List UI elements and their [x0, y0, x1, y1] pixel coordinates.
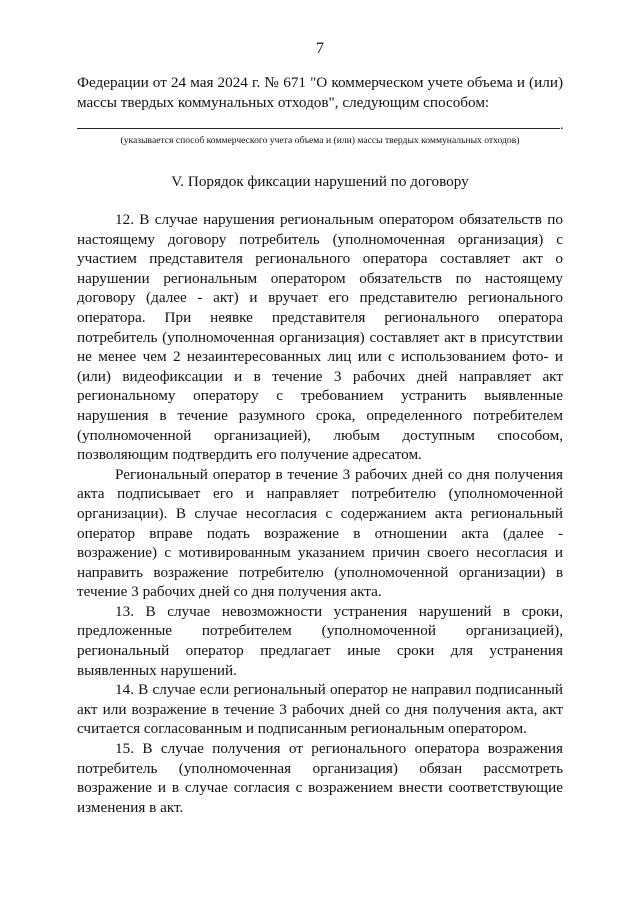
section-heading: V. Порядок фиксации нарушений по договору	[171, 173, 469, 190]
paragraph-13: 13. В случае невозможности устранения нарушений в сроки, предложенные потребителем (уполномоченной организацией), региональный оператор предлагает иные сроки для устранения выявленных нарушений.	[77, 602, 563, 679]
paragraph-14: 14. В случае если региональный оператор не направил подписанный акт или возражение в течение 3 рабочих дней со дня получения акта, акт считается согласованным и подписанным региональным оператором.	[77, 681, 563, 738]
fill-in-line-end: .	[560, 118, 564, 133]
fill-in-line	[77, 128, 560, 129]
intro-paragraph: Федерации от 24 мая 2024 г. № 671 "О коммерческом учете объема и (или) массы твердых коммунальных отходов", следующим способом:	[77, 74, 563, 111]
paragraph-12: 12. В случае нарушения региональным оператором обязательств по настоящему договору потребитель (уполномоченная организация) с участием представителя регионального оператора составляет акт о нарушении региональным оператором обязательств по настоящему договору (далее - акт) и вручает его представителю регионального оператора. При неявке представителя регионального оператора потребитель (уполномоченная организация) составляет акт в присутствии не менее чем 2 незаинтересованных лиц или с использованием фото- и (или) видеофиксации и в течение 3 рабочих дней направляет акт региональному оператору с требованием устранить выявленные нарушения в течение разумного срока, определенного потребителем (уполномоченной организацией), любым доступным способом, позволяющим подтвердить его получение адресатом.	[77, 211, 563, 464]
section-body	[77, 210, 563, 817]
fill-in-line-caption: (указывается способ коммерческого учета объема и (или) массы твердых коммунальных отходов)	[120, 135, 520, 146]
paragraph-15: 15. В случае получения от регионального оператора возражения потребитель (уполномоченная организация) обязан рассмотреть возражение и в случае согласия с возражением внести соответствующие изменения в акт.	[77, 740, 563, 816]
page-number: 7	[316, 40, 324, 57]
paragraph-12-continuation: Региональный оператор в течение 3 рабочих дней со дня получения акта подписывает его и направляет потребителю (уполномоченной организации). В случае несогласия с содержанием акта региональный оператор вправе подать возражение в отношении акта (далее - возражение) с мотивированным указанием причин своего несогласия и направить возражение потребителю (уполномоченной организации) в течение 3 рабочих дней со дня получения акта.	[77, 465, 563, 601]
